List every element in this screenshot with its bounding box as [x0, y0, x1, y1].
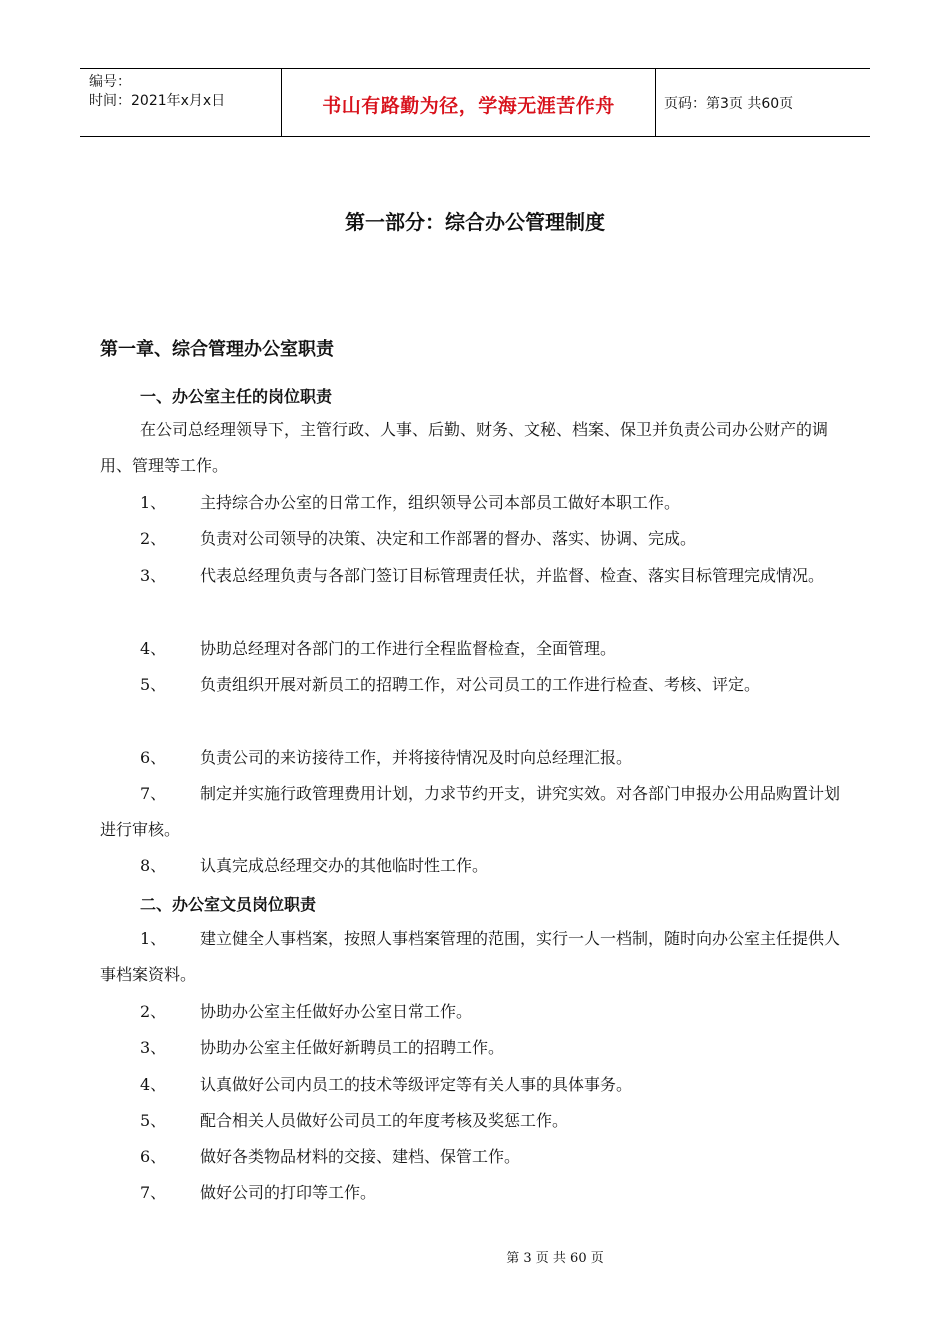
list-item-number: 6、	[140, 748, 167, 767]
header-motto-cell	[281, 69, 656, 136]
list-item-number: 3、	[140, 1038, 167, 1057]
header-motto: 书山有路勤为径，学海无涯苦作舟	[322, 95, 615, 117]
list-item-number: 7、	[140, 1183, 167, 1202]
list-item	[100, 667, 852, 703]
list-item-text: 协助总经理对各部门的工作进行全程监督检查，全面管理。	[200, 639, 617, 658]
list-item-text: 建立健全人事档案，按照人事档案管理的范围，实行一人一档制，随时向办公室主任提供人事档案资料。	[100, 929, 841, 984]
chapter-title: 第一章、综合管理办公室职责	[100, 339, 334, 360]
list-item	[100, 1139, 852, 1175]
list-item-number: 8、	[140, 856, 167, 875]
list-item	[100, 921, 852, 993]
list-item-text: 协助办公室主任做好办公室日常工作。	[200, 1002, 473, 1021]
list-item	[100, 994, 852, 1030]
part-title: 第一部分：综合办公管理制度	[345, 210, 605, 234]
list-item-number: 3、	[140, 566, 167, 585]
list-item	[100, 558, 852, 594]
section-heading: 一、办公室主任的岗位职责	[140, 387, 333, 406]
list-item	[100, 1030, 852, 1066]
list-item-number: 4、	[140, 639, 167, 658]
list-item	[100, 1067, 852, 1103]
header-page-info: 页码：第3页 共60页	[664, 96, 794, 112]
list-item-number: 2、	[140, 529, 167, 548]
list-item-number: 7、	[140, 784, 167, 803]
list-item-text: 负责组织开展对新员工的招聘工作，对公司员工的工作进行检查、考核、评定。	[200, 675, 761, 694]
section-heading: 二、办公室文员岗位职责	[140, 895, 317, 914]
list-item-number: 1、	[140, 493, 167, 512]
list-item-text: 负责对公司领导的决策、决定和工作部署的督办、落实、协调、完成。	[200, 529, 697, 548]
list-item-number: 2、	[140, 1002, 167, 1021]
list-item-text: 做好各类物品材料的交接、建档、保管工作。	[200, 1147, 521, 1166]
list-item-text: 配合相关人员做好公司员工的年度考核及奖惩工作。	[200, 1111, 569, 1130]
list-item-text: 协助办公室主任做好新聘员工的招聘工作。	[200, 1038, 505, 1057]
list-item-text: 认真完成总经理交办的其他临时性工作。	[200, 856, 489, 875]
list-item-number: 4、	[140, 1075, 167, 1094]
list-item-text: 做好公司的打印等工作。	[200, 1183, 377, 1202]
section-intro-paragraph: 在公司总经理领导下，主管行政、人事、后勤、财务、文秘、档案、保卫并负责公司办公财产的调用、管理等工作。	[100, 420, 829, 475]
list-item-number: 1、	[140, 929, 167, 948]
list-item-text: 主持综合办公室的日常工作，组织领导公司本部员工做好本职工作。	[200, 493, 681, 512]
list-item	[100, 1103, 852, 1139]
list-item-text: 代表总经理负责与各部门签订目标管理责任状，并监督、检查、落实目标管理完成情况。	[200, 566, 825, 585]
list-item	[100, 521, 852, 557]
document-number-label: 编号：	[89, 74, 131, 90]
page-footer: 第 3 页 共 60 页	[506, 1251, 604, 1266]
page-header	[80, 68, 870, 137]
list-item-number: 6、	[140, 1147, 167, 1166]
header-meta-cell	[80, 69, 281, 136]
document-date-label: 时间：2021年x月x日	[89, 93, 226, 109]
list-item	[100, 485, 852, 521]
list-item-number: 5、	[140, 1111, 167, 1130]
list-item-text: 负责公司的来访接待工作，并将接待情况及时向总经理汇报。	[200, 748, 633, 767]
list-item	[100, 740, 852, 776]
list-item	[100, 776, 852, 848]
list-item	[100, 631, 852, 667]
list-item-text: 认真做好公司内员工的技术等级评定等有关人事的具体事务。	[200, 1075, 633, 1094]
list-item	[100, 1175, 852, 1211]
list-item-number: 5、	[140, 675, 167, 694]
list-item-text: 制定并实施行政管理费用计划，力求节约开支，讲究实效。对各部门申报办公用品购置计划进行审核。	[100, 784, 841, 839]
list-item	[100, 848, 852, 884]
